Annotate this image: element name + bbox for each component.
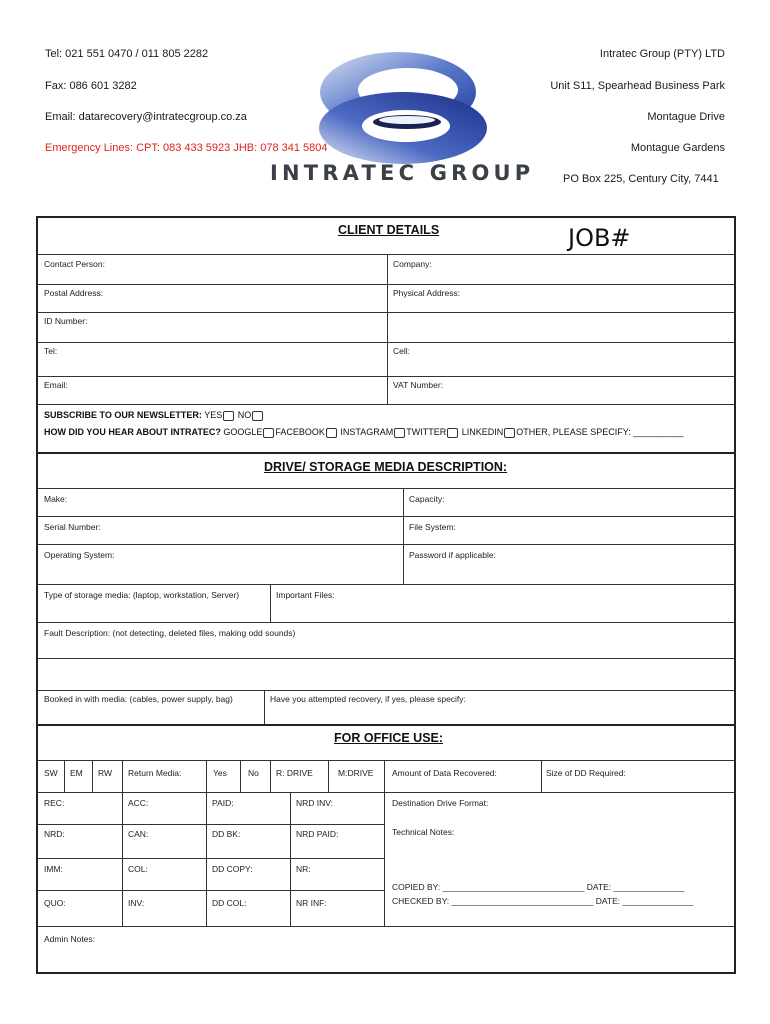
client-details-title: CLIENT DETAILS: [338, 223, 440, 237]
newsletter-no-label: NO: [237, 410, 252, 420]
instagram-checkbox[interactable]: [394, 428, 405, 438]
header-emergency: Emergency Lines: CPT: 083 433 5923 JHB: 078 341 5804: [45, 142, 328, 154]
header-tel: Tel: 021 551 0470 / 011 805 2282: [45, 48, 209, 60]
dd-copy-field[interactable]: DD COPY:: [212, 864, 253, 874]
amount-recovered-field[interactable]: Amount of Data Recovered:: [392, 768, 497, 778]
dd-col-field[interactable]: DD COL:: [212, 898, 247, 908]
header-fax: Fax: 086 601 3282: [45, 80, 137, 92]
newsletter-row: [44, 410, 264, 421]
nr-field[interactable]: NR:: [296, 864, 311, 874]
return-media-label: Return Media:: [128, 768, 182, 778]
twitter-label: TWITTER: [406, 427, 447, 437]
attempted-recovery-field[interactable]: Have you attempted recovery, if yes, please specify:: [270, 694, 466, 704]
rec-field[interactable]: REC:: [44, 798, 65, 808]
header-address-4: PO Box 225, Century City, 7441: [563, 173, 719, 185]
col-field[interactable]: COL:: [128, 864, 148, 874]
header-address-1: Unit S11, Spearhead Business Park: [550, 80, 725, 92]
form-frame: [36, 216, 736, 974]
storage-type-field[interactable]: Type of storage media: (laptop, workstation, Server): [44, 590, 240, 600]
inv-field[interactable]: INV:: [128, 898, 145, 908]
postal-address-field[interactable]: Postal Address:: [44, 288, 104, 298]
instagram-label: INSTAGRAM: [340, 427, 394, 437]
newsletter-yes-checkbox[interactable]: [223, 411, 234, 421]
facebook-label: FACEBOOK: [275, 427, 325, 437]
important-files-field[interactable]: Important Files:: [276, 590, 335, 600]
twitter-checkbox[interactable]: [447, 428, 458, 438]
size-dd-field[interactable]: Size of DD Required:: [546, 768, 626, 778]
header-email: Email: datarecovery@intratecgroup.co.za: [45, 111, 247, 123]
google-label: GOOGLE: [223, 427, 263, 437]
nrd-field[interactable]: NRD:: [44, 829, 65, 839]
imm-field[interactable]: IMM:: [44, 864, 63, 874]
sw-label: SW: [44, 768, 58, 778]
make-field[interactable]: Make:: [44, 494, 68, 504]
r-drive-label: R: DRIVE: [276, 768, 313, 778]
return-no-label[interactable]: No: [248, 768, 259, 778]
office-use-title: FOR OFFICE USE:: [334, 731, 444, 745]
password-field[interactable]: Password if applicable:: [409, 550, 496, 560]
copied-by-field[interactable]: COPIED BY: ______________________________ DATE: _______________: [392, 882, 685, 892]
m-drive-label: M:DRIVE: [338, 768, 374, 778]
tel-field[interactable]: Tel:: [44, 346, 58, 356]
header-address-2: Montague Drive: [647, 111, 725, 123]
cell-field[interactable]: Cell:: [393, 346, 411, 356]
linkedin-label: LINKEDIN: [461, 427, 504, 437]
email-field[interactable]: Email:: [44, 380, 68, 390]
hear-about-row: [44, 427, 683, 438]
facebook-checkbox[interactable]: [326, 428, 337, 438]
checked-by-field[interactable]: CHECKED BY: ______________________________ DATE: _______________: [392, 896, 694, 906]
admin-notes-field[interactable]: Admin Notes:: [44, 934, 96, 944]
capacity-field[interactable]: Capacity:: [409, 494, 445, 504]
quo-field[interactable]: QUO:: [44, 898, 66, 908]
header-address-3: Montague Gardens: [630, 142, 725, 154]
hear-about-label: HOW DID YOU HEAR ABOUT INTRATEC?: [44, 427, 221, 437]
rw-label: RW: [98, 768, 113, 778]
technical-notes-field[interactable]: Technical Notes:: [392, 827, 455, 837]
file-system-field[interactable]: File System:: [409, 522, 456, 532]
acc-field[interactable]: ACC:: [128, 798, 149, 808]
linkedin-checkbox[interactable]: [504, 428, 515, 438]
contact-person-field[interactable]: Contact Person:: [44, 259, 105, 269]
newsletter-label: SUBSCRIBE TO OUR NEWSLETTER:: [44, 410, 202, 420]
can-field[interactable]: CAN:: [128, 829, 149, 839]
newsletter-no-checkbox[interactable]: [252, 411, 263, 421]
newsletter-yes-label: YES: [204, 410, 223, 420]
google-checkbox[interactable]: [263, 428, 274, 438]
operating-system-field[interactable]: Operating System:: [44, 550, 115, 560]
paid-field[interactable]: PAID:: [212, 798, 234, 808]
nrd-inv-field[interactable]: NRD INV:: [296, 798, 333, 808]
serial-number-field[interactable]: Serial Number:: [44, 522, 101, 532]
nr-inf-field[interactable]: NR INF:: [296, 898, 327, 908]
id-number-field[interactable]: ID Number:: [44, 316, 88, 326]
fault-description-field[interactable]: Fault Description: (not detecting, deleted files, making odd sounds): [44, 628, 296, 638]
drive-storage-title: DRIVE/ STORAGE MEDIA DESCRIPTION:: [264, 460, 508, 474]
vat-number-field[interactable]: VAT Number:: [393, 380, 444, 390]
destination-format-field[interactable]: Destination Drive Format:: [392, 798, 489, 808]
em-label: EM: [70, 768, 83, 778]
other-label[interactable]: OTHER, PLEASE SPECIFY: __________: [516, 427, 684, 437]
nrd-paid-field[interactable]: NRD PAID:: [296, 829, 339, 839]
dd-bk-field[interactable]: DD BK:: [212, 829, 241, 839]
physical-address-field[interactable]: Physical Address:: [393, 288, 461, 298]
header-company: Intratec Group (PTY) LTD: [599, 48, 725, 60]
return-yes-label[interactable]: Yes: [213, 768, 227, 778]
job-number-label: JOB#: [568, 224, 631, 252]
logo-text: INTRATEC GROUP: [270, 161, 535, 185]
company-field[interactable]: Company:: [393, 259, 432, 269]
booked-media-field[interactable]: Booked in with media: (cables, power supply, bag): [44, 694, 233, 704]
